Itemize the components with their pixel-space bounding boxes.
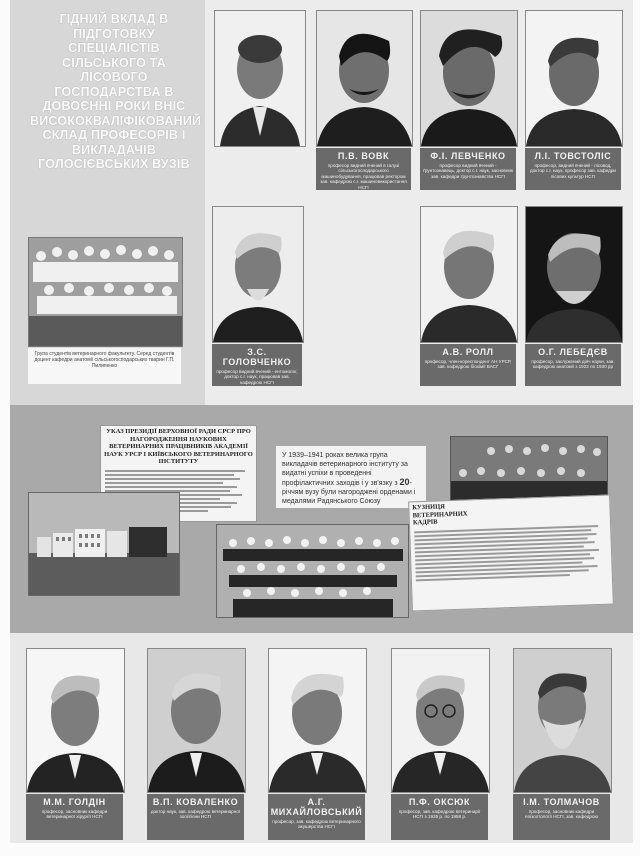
person-name: В.П. КОВАЛЕНКО — [152, 797, 239, 807]
person-name: А.Г. МИХАЙЛОВСЬКИЙ — [270, 797, 363, 817]
portrait-photo — [420, 206, 518, 343]
person-description: професор, член-кореспондент АН УРСР, зав. кафедрою біохімії ВАСГ — [424, 359, 512, 370]
person-name: П.Ф. ОКСЮК — [408, 797, 471, 807]
portrait-caption — [420, 148, 516, 190]
person-name: П.В. ВОВК — [337, 151, 390, 161]
portrait-photo — [147, 648, 246, 793]
person-name: А.В. РОЛЛ — [442, 347, 494, 357]
person-description: професор, зав. кафедрою ветеринарії НСГІ з 1935 р. по 1958 р. — [398, 809, 481, 820]
person-description: професор видний вчений - ґрунтознавець, доктор с.г. наук, засновник зав. кафедри ґрунтознавства НСГІ — [423, 163, 513, 179]
portrait-caption — [513, 794, 610, 840]
headline: ГІДНИЙ ВКЛАД В ПІДГОТОВКУ СПЕЦІАЛІСТІВ СІЛЬСЬКОГО ТА ЛІСОВОГО ГОСПОДАРСТВА В ДОВОЄННІ РОКИ ВНІС ВИСОКОКВАЛІФІКОВАНИЙ СКЛАД ПРОФЕСОРІВ І ВИКЛАДАЧІВ ГОЛОСІЄВСЬКИХ ВУЗІВ — [30, 12, 202, 171]
portrait-caption — [525, 148, 621, 190]
person-description: професор, заслужений діяч науки, зав. кафедрою анатомії з 1922 по 1930 рр — [531, 359, 615, 370]
person-name: З.С. ГОЛОВЧЕНКО — [222, 347, 292, 367]
portrait-caption — [268, 794, 365, 840]
person-description: професор, зав. кафедрою ветеринарного акушерства НСГІ — [272, 819, 361, 830]
person-description: професор, видний вчений - лісовод, доктор с.г. наук, професор зав. кафедри лісових культур НСГІ — [530, 163, 616, 179]
decree-title: УКАЗ ПРЕЗИДІЇ ВЕРХОВНОЇ РАДИ СРСР ПРО НАГОРОДЖЕННЯ НАУКОВИХ ВЕТЕРИНАРНИХ ПРАЦІВНИКІВ АКАДЕМІЇ НАУК УРСР І КИЇВСЬКОГО ВЕТЕРИНАРНОГО ІНСТИТУТУ — [104, 428, 253, 465]
newspaper-title: КУЗНИЦЯ ВЕТЕРИНАРНИХ КАДРІВ — [412, 503, 468, 527]
person-name: Л.І. ТОВСТОЛІС — [534, 151, 612, 161]
portrait-photo — [212, 206, 304, 343]
info-text-before: У 1939–1941 роках велика група викладачів ветеринарного інституту за видатні успіхи в проведенні профілактичних заходів і у зв'язку з — [282, 452, 408, 487]
group-photo-caption: Група студентів ветеринарного факультету. Серед студентів доцент кафедри анатомії сільськогосподарських тварин Г.П. Пилипенко — [28, 348, 181, 384]
person-name: І.М. ТОЛМАЧОВ — [523, 797, 600, 807]
portrait-photo — [316, 10, 413, 147]
newspaper-clipping — [408, 495, 614, 612]
building-photo — [28, 492, 180, 596]
portrait-caption — [420, 344, 516, 386]
portrait-photo — [268, 648, 367, 793]
portrait-caption — [212, 344, 302, 386]
portrait-caption — [525, 344, 621, 386]
portrait-photo — [420, 10, 518, 147]
info-text-box — [276, 446, 426, 508]
person-name: Ф.І. ЛЕВЧЕНКО — [430, 151, 506, 161]
portrait-photo — [525, 206, 623, 343]
portrait-photo — [26, 648, 125, 793]
info-text-after: -річчям вузу були нагороджені орденами і медалями Радянського Союзу — [282, 480, 416, 505]
info-text-highlight: 20 — [399, 477, 410, 487]
person-description: професор видний вчений - ентомолог, доктор с.г. наук, працював зав. кафедрою НСГІ — [216, 369, 298, 385]
portrait-caption — [147, 794, 244, 840]
person-name: М.М. ГОЛДІН — [43, 797, 106, 807]
faculty-group-photo-2 — [216, 524, 409, 618]
portrait-photo — [214, 10, 306, 147]
portrait-photo — [391, 648, 490, 793]
portrait-photo — [525, 10, 623, 147]
person-name: О.Г. ЛЕБЕДЄВ — [538, 347, 608, 357]
portrait-caption — [26, 794, 123, 840]
student-group-photo — [28, 237, 183, 347]
portrait-caption — [316, 148, 411, 190]
portrait-caption — [391, 794, 488, 840]
person-description: професор видний вчений в галузі сільськогосподарського машинобудування, працював ректором зав. кафедрою с.г. машиновикористання НСГІ — [320, 163, 407, 190]
person-description: професор, засновник кафедри ветеринарної хірургії НСГІ — [41, 809, 108, 820]
newspaper-text-lines — [414, 524, 608, 581]
portrait-photo — [513, 648, 612, 793]
person-description: професор, засновник кафедри епізоотології НСГІ, зав. кафедрою — [525, 809, 598, 820]
person-description: доктор наук, зав. кафедрою ветеринарної зоогігієни НСГІ — [150, 809, 241, 820]
